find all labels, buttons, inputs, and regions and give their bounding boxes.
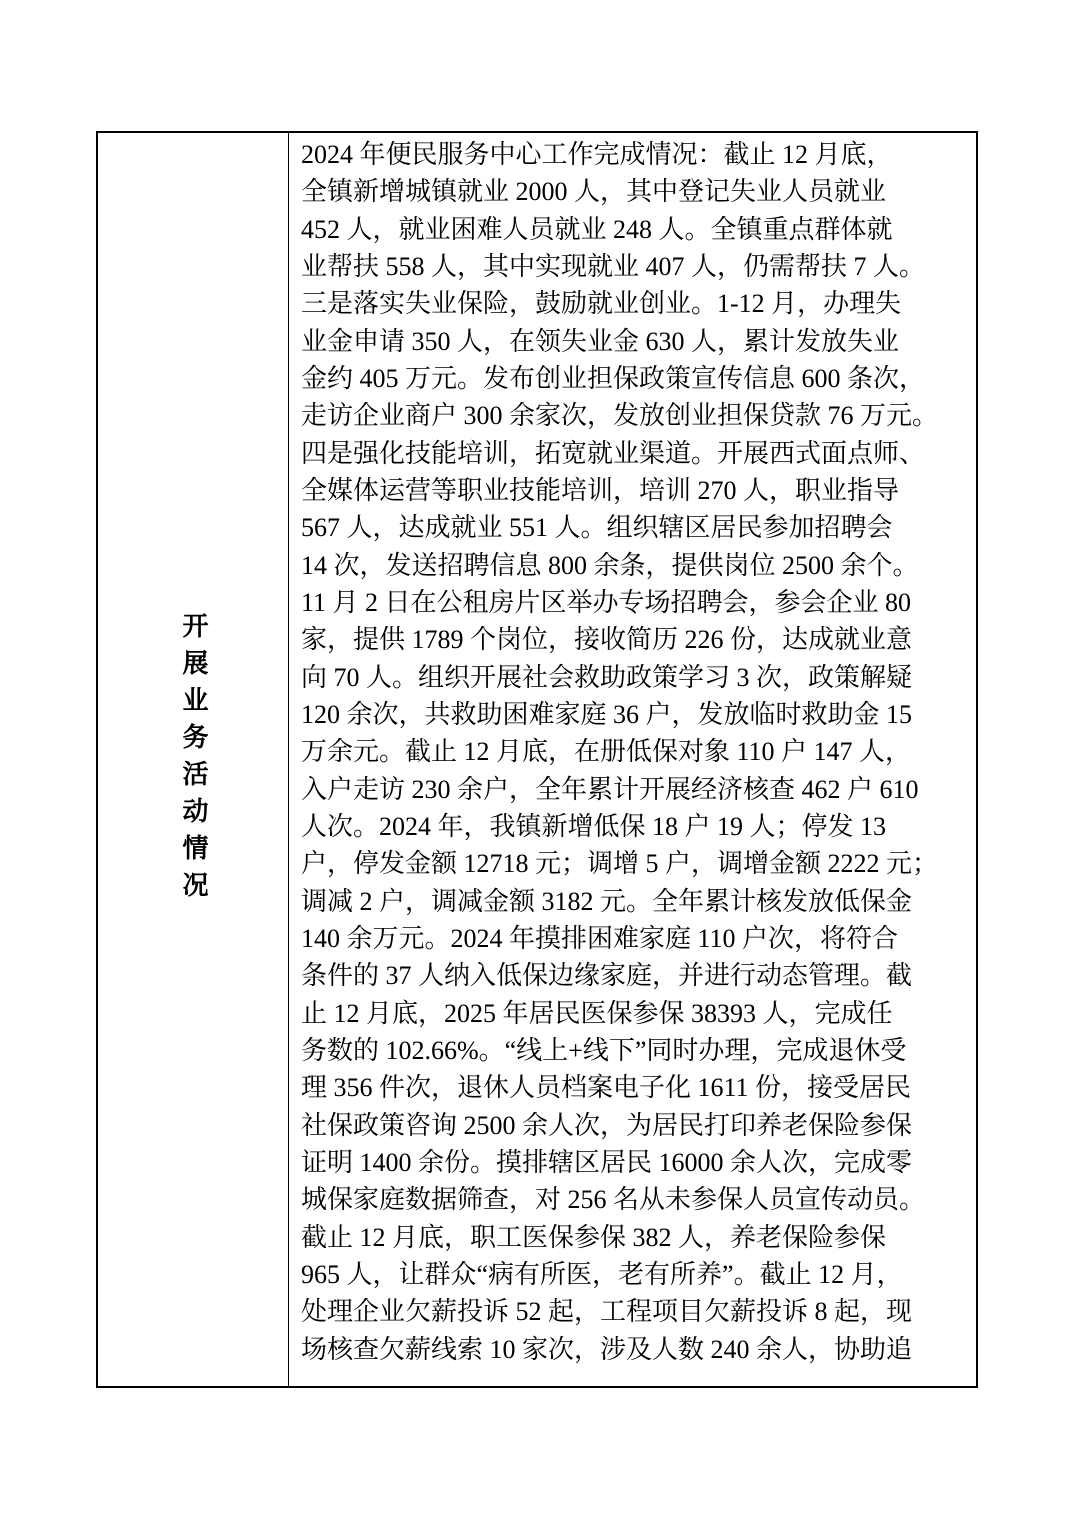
text-line: 三是落实失业保险，鼓励就业创业。1-12 月，办理失 — [301, 289, 902, 319]
text-line: 万余元。截止 12 月底，在册低保对象 110 户 147 人， — [301, 737, 912, 767]
label-cell — [98, 133, 289, 1386]
text-line: 调减 2 户，调减金额 3182 元。全年累计核发放低保金 — [301, 886, 913, 916]
text-line: 全媒体运营等职业技能培训，培训 270 人，职业指导 — [301, 475, 900, 505]
text-line: 120 余次，共救助困难家庭 36 户，发放临时救助金 15 — [301, 699, 913, 729]
text-line: 城保家庭数据筛查，对 256 名从未参保人员宣传动员。 — [301, 1185, 926, 1215]
text-line: 965 人，让群众“病有所医，老有所养”。截止 12 月， — [301, 1259, 903, 1289]
text-line: 人次。2024 年，我镇新增低保 18 户 19 人；停发 13 — [301, 811, 887, 841]
text-line: 2024 年便民服务中心工作完成情况：截止 12 月底， — [301, 140, 893, 169]
text-line: 证明 1400 余份。摸排辖区居民 16000 余人次，完成零 — [301, 1147, 913, 1177]
text-line: 户，停发金额 12718 元；调增 5 户，调增金额 2222 元； — [301, 849, 939, 879]
text-line: 场核查欠薪线索 10 家次，涉及人数 240 余人，协助追 — [301, 1334, 913, 1364]
text-line: 入户走访 230 余户，全年累计开展经济核查 462 户 610 — [301, 774, 919, 804]
text-line: 社保政策咨询 2500 余人次，为居民打印养老保险参保 — [301, 1110, 913, 1140]
text-line: 家，提供 1789 个岗位，接收简历 226 份，达成就业意 — [301, 625, 913, 655]
text-line: 11 月 2 日在公租房片区举办专场招聘会，参会企业 80 — [301, 587, 912, 617]
row-label: 开展业务活动情况 — [179, 611, 208, 908]
text-line: 业金申请 350 人，在领失业金 630 人，累计发放失业 — [301, 326, 900, 356]
text-line: 务数的 102.66%。“线上+线下”同时办理，完成退休受 — [301, 1035, 907, 1065]
text-line: 金约 405 万元。发布创业担保政策宣传信息 600 条次， — [301, 363, 926, 393]
text-line: 条件的 37 人纳入低保边缘家庭，并进行动态管理。截 — [301, 961, 913, 991]
text-line: 处理企业欠薪投诉 52 起，工程项目欠薪投诉 8 起，现 — [301, 1297, 913, 1327]
text-line: 全镇新增城镇就业 2000 人，其中登记失业人员就业 — [301, 177, 887, 207]
text-line: 452 人，就业困难人员就业 248 人。全镇重点群体就 — [301, 214, 893, 244]
text-line: 567 人，达成就业 551 人。组织辖区居民参加招聘会 — [301, 513, 893, 543]
text-line: 业帮扶 558 人，其中实现就业 407 人，仍需帮扶 7 人。 — [301, 251, 926, 281]
text-line: 向 70 人。组织开展社会救助政策学习 3 次，政策解疑 — [301, 662, 913, 692]
text-line: 理 356 件次，退休人员档案电子化 1611 份，接受居民 — [301, 1073, 912, 1103]
text-line: 走访企业商户 300 余家次，发放创业担保贷款 76 万元。 — [301, 401, 939, 431]
text-line: 140 余万元。2024 年摸排困难家庭 110 户次，将符合 — [301, 923, 899, 953]
text-line: 截止 12 月底，职工医保参保 382 人，养老保险参保 — [301, 1222, 887, 1252]
text-line: 四是强化技能培训，拓宽就业渠道。开展西式面点师、 — [301, 438, 926, 468]
activity-table — [96, 131, 978, 1388]
text-line: 14 次，发送招聘信息 800 余条，提供岗位 2500 余个。 — [301, 550, 919, 580]
text-line: 止 12 月底，2025 年居民医保参保 38393 人，完成任 — [301, 998, 893, 1028]
content-cell — [289, 133, 976, 1386]
